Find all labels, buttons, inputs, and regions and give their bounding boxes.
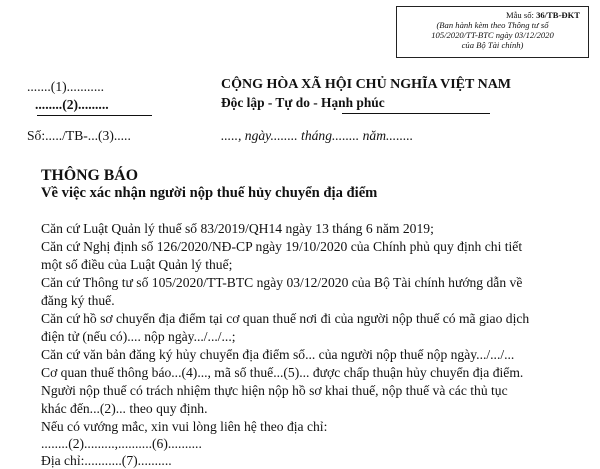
body-line: một số điều của Luật Quản lý thuế; — [41, 257, 233, 272]
body-line: Căn cứ hồ sơ chuyển địa điểm tại cơ quan thuế nơi đi của người nộp thuế có mã giao dịch — [41, 311, 530, 326]
body-line: ........(2).........,..........(6).......... — [41, 436, 202, 451]
body-line: Người nộp thuế có trách nhiệm thực hiện nộp hồ sơ khai thuế, nộp thuế và các thủ tục — [41, 383, 508, 398]
agency-line-2: ........(2)......... — [35, 97, 109, 112]
form-note-line-3: của Bộ Tài chính) — [461, 40, 524, 50]
body-line: Cơ quan thuế thông báo...(4)..., mã số thuế...(5)... được chấp thuận hủy chuyển địa điểm. — [41, 365, 524, 380]
body-line: đăng ký thuế. — [41, 293, 115, 308]
notice-subtitle: Về việc xác nhận người nộp thuế hủy chuyển địa điểm — [41, 185, 378, 201]
body-line: Căn cứ Thông tư số 105/2020/TT-BTC ngày 03/12/2020 của Bộ Tài chính hướng dẫn về — [41, 275, 523, 290]
body-line: khác đến...(2)... theo quy định. — [41, 401, 208, 416]
form-code-prefix: Mẫu số: — [505, 10, 534, 20]
form-note-line-1: (Ban hành kèm theo Thông tư số — [436, 20, 549, 30]
body-line: Nếu có vướng mắc, xin vui lòng liên hệ theo địa chỉ: — [41, 419, 328, 434]
form-code: 36/TB-ĐKT — [536, 10, 580, 20]
form-code-line — [397, 10, 588, 20]
agency-underline — [37, 115, 152, 116]
motto-underline — [342, 113, 490, 114]
nation-title: CỘNG HÒA XÃ HỘI CHỦ NGHĨA VIỆT NAM — [221, 77, 512, 92]
notice-title: THÔNG BÁO — [41, 167, 138, 184]
body-line: điện tử (nếu có).... nộp ngày.../.../...; — [41, 329, 236, 344]
agency-line-1: .......(1)........... — [27, 79, 105, 94]
form-number-box — [396, 6, 589, 58]
form-note-line-2: 105/2020/TT-BTC ngày 03/12/2020 — [431, 30, 554, 40]
body-line: Căn cứ Luật Quản lý thuế số 83/2019/QH14 ngày 13 tháng 6 năm 2019; — [41, 221, 434, 236]
body-line: Căn cứ Nghị định số 126/2020/NĐ-CP ngày 19/10/2020 của Chính phủ quy định chi tiết — [41, 239, 523, 254]
nation-motto: Độc lập - Tự do - Hạnh phúc — [221, 95, 385, 110]
date-line: ....., ngày........ tháng........ năm........ — [221, 128, 414, 143]
body-line: Căn cứ văn bản đăng ký hủy chuyển địa điểm số... của người nộp thuế nộp ngày.../.../... — [41, 347, 515, 362]
body-line: Địa chỉ:...........(7).......... — [41, 453, 172, 468]
document-number: Số:...../TB-...(3)..... — [27, 128, 131, 143]
